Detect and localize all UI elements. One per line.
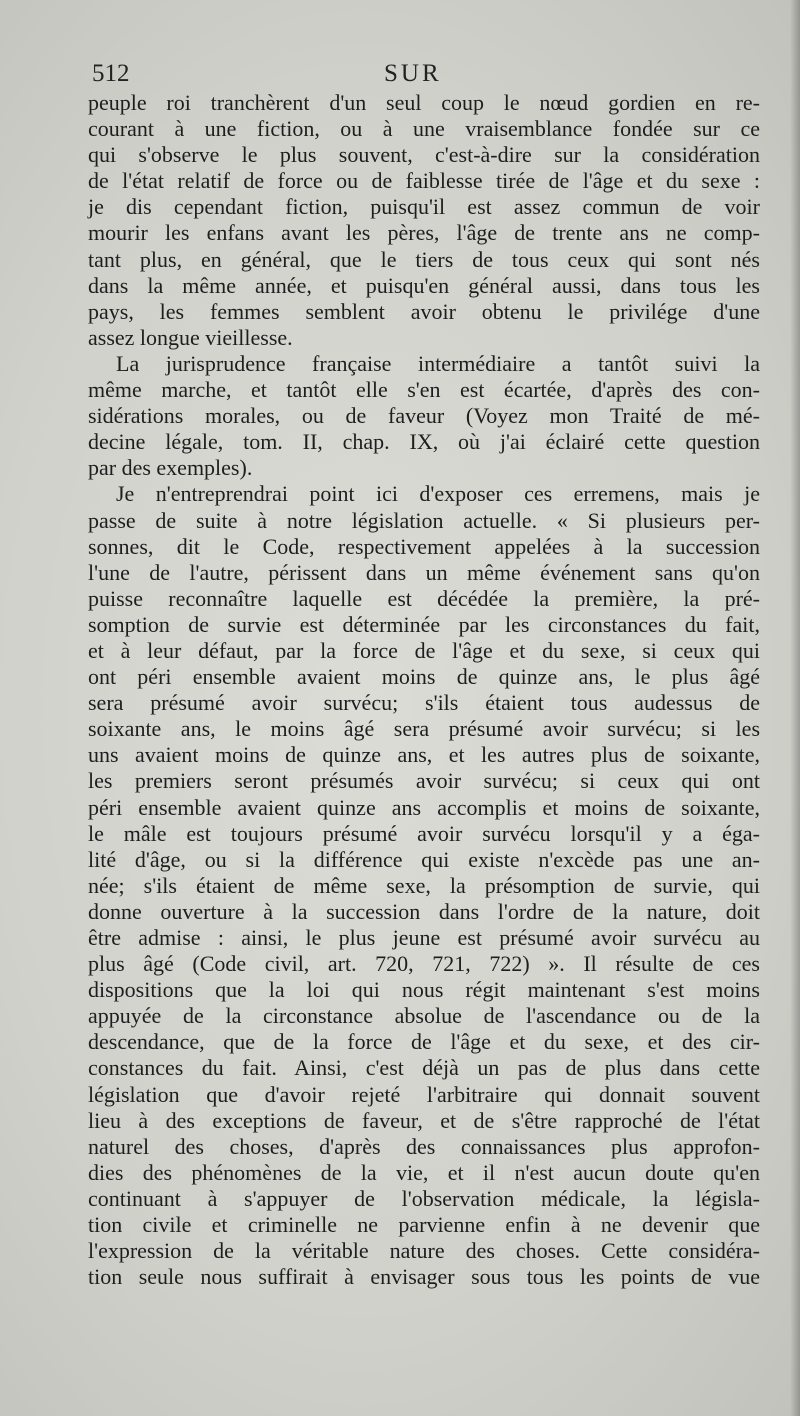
page-edge-shadow [790, 0, 800, 1416]
text-line: née; s'ils étaient de même sexe, la présomption de survie, qui [88, 872, 760, 898]
text-line: les premiers seront présumés avoir survécu; si ceux qui ont [88, 768, 760, 794]
running-head: SUR [384, 60, 442, 87]
text-line: l'une de l'autre, périssent dans un même événement sans qu'on [88, 559, 760, 585]
text-line: puisse reconnaître laquelle est décédée la première, la pré- [88, 585, 760, 611]
text-line: dispositions que la loi qui nous régit maintenant s'est moins [88, 977, 760, 1003]
text-line: qui s'observe le plus souvent, c'est-à-dire sur la considération [88, 142, 760, 168]
page-number: 512 [92, 60, 130, 87]
text-line: continuant à s'appuyer de l'observation médicale, la législa- [88, 1185, 760, 1211]
text-line: donne ouverture à la succession dans l'ordre de la nature, doit [88, 898, 760, 924]
text-line: sidérations morales, ou de faveur (Voyez mon Traité de mé- [88, 403, 760, 429]
text-line: Je n'entreprendrai point ici d'exposer ces erremens, mais je [116, 481, 760, 507]
text-line: descendance, que de la force de l'âge et du sexe, et des cir- [88, 1029, 760, 1055]
text-line: de l'état relatif de force ou de faiblesse tirée de l'âge et du sexe : [88, 168, 760, 194]
text-line: dans la même année, et puisqu'en général aussi, dans tous les [88, 272, 760, 298]
text-line: péri ensemble avaient quinze ans accomplis et moins de soixante, [88, 794, 760, 820]
body-text [88, 90, 760, 1290]
text-line: soixante ans, le moins âgé sera présumé avoir survécu; si les [88, 716, 760, 742]
text-line: assez longue vieillesse. [88, 324, 293, 350]
text-line: tant plus, en général, que le tiers de tous ceux qui sont nés [88, 246, 760, 272]
text-line: lieu à des exceptions de faveur, et de s'être rapproché de l'état [88, 1107, 760, 1133]
text-line: ont péri ensemble avaient moins de quinze ans, le plus âgé [88, 664, 760, 690]
text-line: appuyée de la circonstance absolue de l'ascendance ou de la [88, 1003, 760, 1029]
text-line: pays, les femmes semblent avoir obtenu le privilége d'une [88, 298, 760, 324]
text-line: peuple roi tranchèrent d'un seul coup le nœud gordien en re- [88, 90, 760, 115]
text-line: et à leur défaut, par la force de l'âge et du sexe, si ceux qui [88, 637, 760, 663]
text-line: tion seule nous suffirait à envisager sous tous les points de vue [88, 1264, 760, 1290]
text-line: courant à une fiction, ou à une vraisemblance fondée sur ce [88, 116, 760, 142]
text-line: même marche, et tantôt elle s'en est écartée, d'après des con- [88, 377, 760, 403]
text-line: sonnes, dit le Code, respectivement appelées à la succession [88, 533, 760, 559]
text-line: passe de suite à notre législation actuelle. « Si plusieurs per- [88, 507, 760, 533]
text-line: le mâle est toujours présumé avoir survécu lorsqu'il y a éga- [88, 820, 760, 846]
text-line: par des exemples). [88, 455, 253, 481]
text-line: tion civile et criminelle ne parvienne enfin à ne devenir que [88, 1212, 760, 1238]
text-line: je dis cependant fiction, puisqu'il est assez commun de voir [88, 194, 760, 220]
text-line: être admise : ainsi, le plus jeune est présumé avoir survécu au [88, 925, 760, 950]
page-header [92, 60, 760, 90]
text-line: législation que d'avoir rejeté l'arbitraire qui donnait souvent [88, 1081, 760, 1107]
text-line: La jurisprudence française intermédiaire a tantôt suivi la [116, 350, 760, 376]
text-line: naturel des choses, d'après des connaissances plus approfon- [88, 1133, 760, 1159]
text-line: constances du fait. Ainsi, c'est déjà un pas de plus dans cette [88, 1055, 760, 1081]
text-line: l'expression de la véritable nature des choses. Cette considéra- [88, 1238, 760, 1264]
text-line: mourir les enfans avant les pères, l'âge de trente ans ne comp- [88, 220, 760, 246]
text-line: uns avaient moins de quinze ans, et les autres plus de soixante, [88, 742, 760, 768]
text-line: somption de survie est déterminée par les circonstances du fait, [88, 611, 760, 637]
text-line: dies des phénomènes de la vie, et il n'est aucun doute qu'en [88, 1159, 760, 1185]
text-line: lité d'âge, ou si la différence qui existe n'excède pas une an- [88, 846, 760, 872]
text-line: sera présumé avoir survécu; s'ils étaient tous audessus de [88, 690, 760, 716]
text-line: plus âgé (Code civil, art. 720, 721, 722) ». Il résulte de ces [88, 951, 760, 977]
text-line: decine légale, tom. II, chap. IX, où j'ai éclairé cette question [88, 429, 760, 455]
